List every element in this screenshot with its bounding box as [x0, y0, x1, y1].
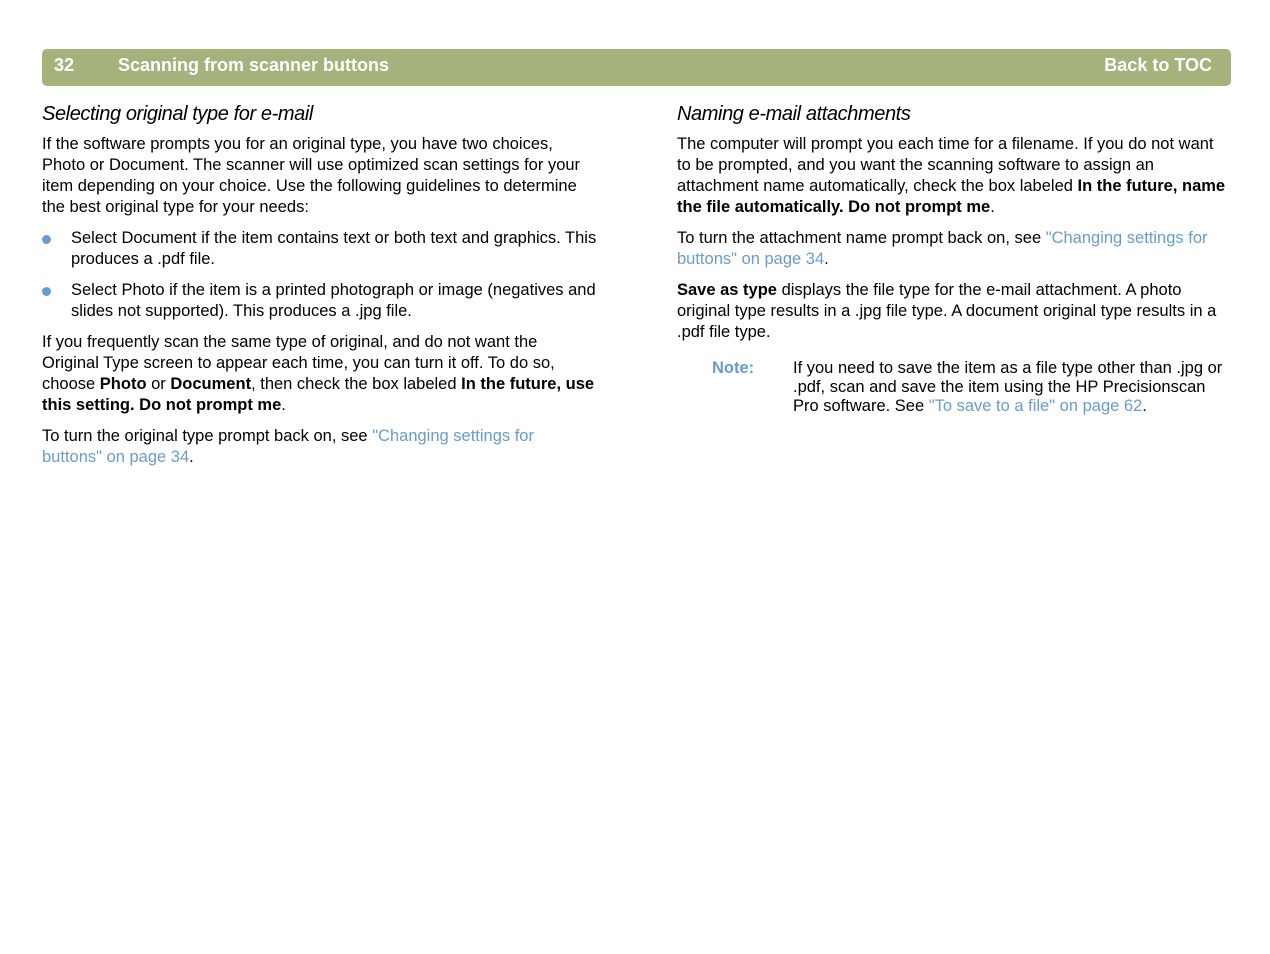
page-number: 32 [54, 55, 75, 75]
list-item [42, 280, 598, 322]
right-heading: Naming e-mail attachments [677, 103, 911, 125]
right-para-turn-on [677, 228, 1231, 270]
note-label: Note: [712, 359, 755, 377]
note-body [793, 359, 1231, 416]
text: . [281, 396, 286, 414]
section-title: Scanning from scanner buttons [118, 55, 390, 75]
bold-text: In the future, name the file automatically. Do not prompt me [677, 177, 1226, 216]
bold-text: Document [170, 375, 252, 393]
note-block [677, 359, 1231, 416]
changing-settings-link[interactable]: "Changing settings for buttons" on page 34 [677, 229, 1208, 268]
text: If you need to save the item as a file type other than .jpg or .pdf, scan and save the item using the HP Precisionscan Pro software. See [793, 359, 1223, 415]
left-para-turn-off [42, 332, 598, 416]
text: To turn the attachment name prompt back on, see [677, 229, 1046, 247]
left-para-turn-on [42, 426, 598, 468]
text: displays the file type for the e-mail attachment. A photo original type results in a .jpg file type. A document original type results in a .pdf file type. [677, 281, 1217, 341]
left-column [42, 102, 598, 478]
original-type-list [42, 228, 598, 322]
right-para-save-as-type [677, 280, 1231, 343]
bullet-icon [42, 287, 51, 296]
right-column [677, 102, 1231, 416]
text: To turn the original type prompt back on, see [42, 427, 373, 445]
text: If you frequently scan the same type of original, and do not want the Original Type screen to appear each time, you can turn it off. To do so, choose [42, 333, 555, 393]
text: . [824, 250, 829, 268]
text: . [1142, 397, 1147, 415]
bold-text: Save as type [677, 281, 777, 299]
text: or [146, 375, 171, 393]
text: , then check the box labeled [251, 375, 462, 393]
bullet-icon [42, 235, 51, 244]
left-intro: If the software prompts you for an original type, you have two choices, Photo or Document. The scanner will use optimized scan settings for your item depending on your choice. Use the following guidelines to determine the best original type for your needs: [42, 135, 581, 216]
text: . [189, 448, 194, 466]
back-to-toc-link[interactable]: Back to TOC [1104, 55, 1212, 75]
list-item [42, 228, 598, 270]
bold-text: Photo [99, 375, 147, 393]
header-bar [42, 49, 1231, 86]
list-item-text: Select Photo if the item is a printed photograph or image (negatives and slides not supported). This produces a .jpg file. [71, 281, 596, 320]
save-to-file-link[interactable]: "To save to a file" on page 62 [928, 397, 1143, 415]
changing-settings-link[interactable]: "Changing settings for buttons" on page 34 [42, 427, 534, 466]
list-item-text: Select Document if the item contains text or both text and graphics. This produces a .pdf file. [71, 229, 597, 268]
text: The computer will prompt you each time for a filename. If you do not want to be prompted, and you want the scanning software to assign an attachment name automatically, check the box labeled [677, 135, 1214, 195]
right-para-prompt [677, 134, 1231, 218]
text: . [990, 198, 995, 216]
left-heading: Selecting original type for e-mail [42, 103, 313, 125]
bold-text: In the future, use this setting. Do not prompt me [42, 375, 595, 414]
